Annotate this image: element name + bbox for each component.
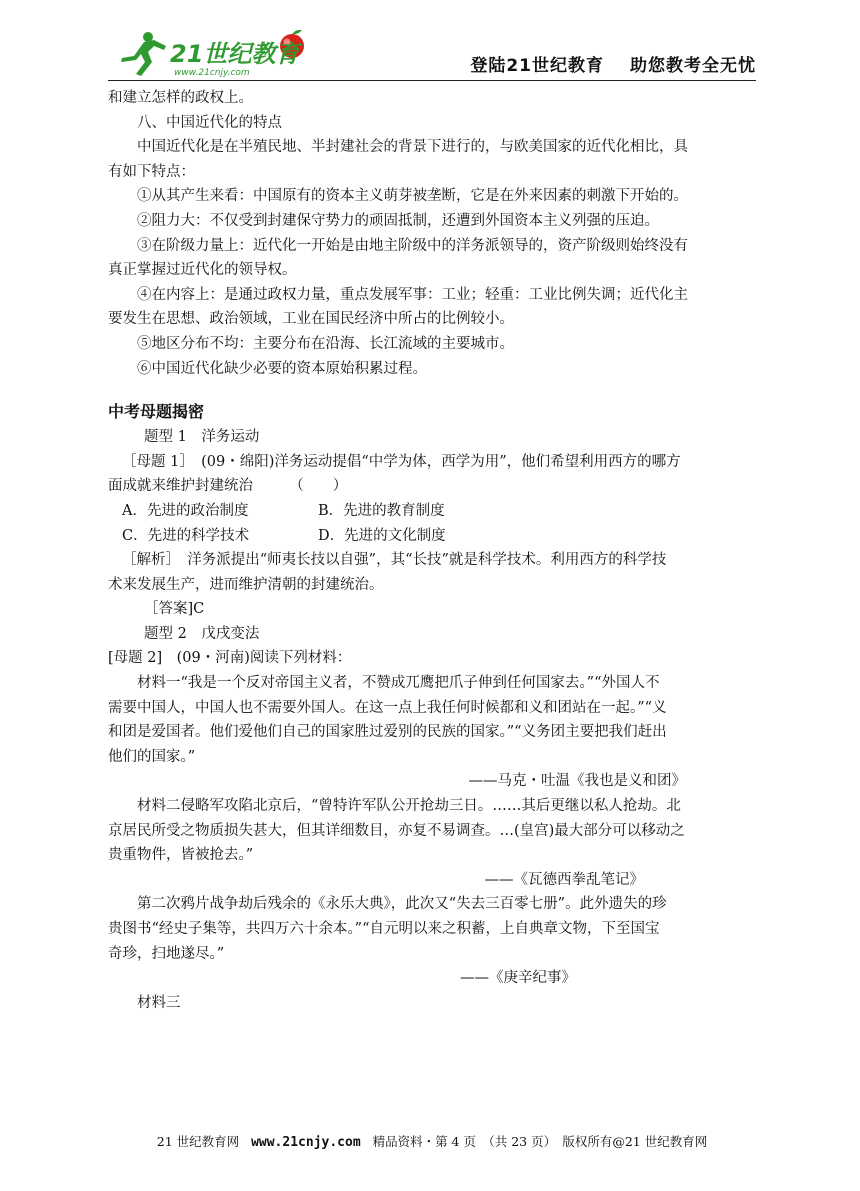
logo-url: www.21cnjy.com bbox=[174, 68, 250, 78]
body-line: 有如下特点： bbox=[108, 163, 195, 180]
header-slogan bbox=[470, 51, 756, 76]
material-2-cont: 贵重物件，皆被抢去。” bbox=[108, 847, 254, 864]
slogan-left: 登陆21世纪教育 bbox=[470, 56, 604, 76]
question-2: [母题 2] (09・河南)阅读下列材料： bbox=[108, 650, 352, 667]
option-d: D．先进的文化制度 bbox=[318, 527, 446, 544]
analysis: ［解析］ 洋务派提出“师夷长技以自强”，其“长技”就是科学技术。利用西方的科学技 bbox=[122, 552, 667, 569]
option-a: A．先进的政治制度 bbox=[122, 502, 249, 519]
logo-text: 21世纪教育 bbox=[170, 40, 300, 68]
material-3: 材料三 bbox=[137, 994, 181, 1011]
body-line: 和建立怎样的政权上。 bbox=[108, 90, 253, 106]
footer-url[interactable]: www.21cnjy.com bbox=[251, 1135, 361, 1150]
page-header bbox=[108, 28, 756, 81]
material-2-cont: 京居民所受之物质损失甚大，但其详细数目，亦复不易调查。…(皇宫)最大部分可以移动之 bbox=[108, 822, 685, 839]
page-content bbox=[108, 86, 756, 1015]
source-2: ——《瓦德西拳乱笔记》 bbox=[484, 871, 644, 888]
question-type-2: 题型 2 戊戌变法 bbox=[144, 625, 260, 642]
feature-1: ①从其产生来看：中国原有的资本主义萌芽被垄断，它是在外来因素的刺激下开始的。 bbox=[137, 188, 688, 205]
feature-4-cont: 要发生在思想、政治领域，工业在国民经济中所占的比例较小。 bbox=[108, 311, 514, 328]
answer: ［答案]C bbox=[144, 601, 205, 618]
material-extra: 第二次鸦片战争劫后残余的《永乐大典》，此次又“失去三百零七册”。此外遗失的珍 bbox=[137, 896, 667, 913]
material-extra-cont: 奇珍，扫地遂尽。” bbox=[108, 945, 225, 962]
option-c: C．先进的科学技术 bbox=[122, 527, 250, 544]
feature-2: ②阻力大：不仅受到封建保守势力的顽固抵制，还遭到外国资本主义列强的压迫。 bbox=[137, 212, 659, 229]
logo bbox=[108, 28, 318, 78]
options-row bbox=[108, 524, 756, 549]
source-3: ——《庚辛纪事》 bbox=[460, 970, 576, 987]
option-b: B．先进的教育制度 bbox=[318, 502, 445, 519]
question-1: ［母题 1］ (09・绵阳)洋务运动提倡“中学为体，西学为用”，他们希望利用西方的哪方 bbox=[122, 453, 681, 470]
material-1-cont: 需要中国人，中国人也不需要外国人。在这一点上我任何时候都和义和团站在一起。”“义 bbox=[108, 699, 667, 716]
question-type-1: 题型 1 洋务运动 bbox=[144, 429, 260, 446]
material-1-cont: 和团是爱国者。他们爱他们自己的国家胜过爱别的民族的国家。”“义务团主要把我们赶出 bbox=[108, 724, 667, 741]
feature-4: ④在内容上：是通过政权力量，重点发展军事：工业；轻重：工业比例失调；近代化主 bbox=[137, 286, 688, 303]
footer-info: 精品资料・第 4 页 （共 23 页） 版权所有@21 世纪教育网 bbox=[372, 1134, 708, 1149]
material-1: 材料一“我是一个反对帝国主义者，不赞成兀鹰把爪子伸到任何国家去。”“外国人不 bbox=[137, 675, 660, 692]
body-line: 中国近代化是在半殖民地、半封建社会的背景下进行的，与欧美国家的近代化相比，具 bbox=[137, 139, 688, 156]
feature-5: ⑤地区分布不均：主要分布在沿海、长江流域的主要城市。 bbox=[137, 335, 514, 352]
feature-3: ③在阶级力量上：近代化一开始是由地主阶级中的洋务派领导的，资产阶级则始终没有 bbox=[137, 237, 688, 254]
material-extra-cont: 贵图书“经史子集等，共四万六十余本。”“自元明以来之积蓄，上自典章文物，下至国宝 bbox=[108, 921, 660, 937]
material-2: 材料二侵略军攻陷北京后，“曾特许军队公开抢劫三日。……其后更继以私人抢劫。北 bbox=[137, 798, 681, 815]
feature-6: ⑥中国近代化缺少必要的资本原始积累过程。 bbox=[137, 360, 427, 377]
material-1-cont: 他们的国家。” bbox=[108, 748, 196, 765]
heading-8: 八、中国近代化的特点 bbox=[137, 114, 282, 131]
footer-site: 21 世纪教育网 bbox=[156, 1134, 240, 1149]
options-row bbox=[108, 499, 756, 524]
feature-3-cont: 真正掌握过近代化的领导权。 bbox=[108, 262, 297, 279]
runner-icon bbox=[121, 32, 166, 76]
section-title: 中考母题揭密 bbox=[108, 402, 205, 422]
page-footer bbox=[108, 1132, 756, 1150]
source-1: ——马克・吐温《我也是义和团》 bbox=[468, 773, 686, 790]
question-1-cont: 面成就来维护封建统治 （ ） bbox=[108, 478, 348, 495]
analysis-cont: 术来发展生产，进而维护清朝的封建统治。 bbox=[108, 576, 384, 593]
slogan-right: 助您教考全无忧 bbox=[630, 56, 756, 76]
